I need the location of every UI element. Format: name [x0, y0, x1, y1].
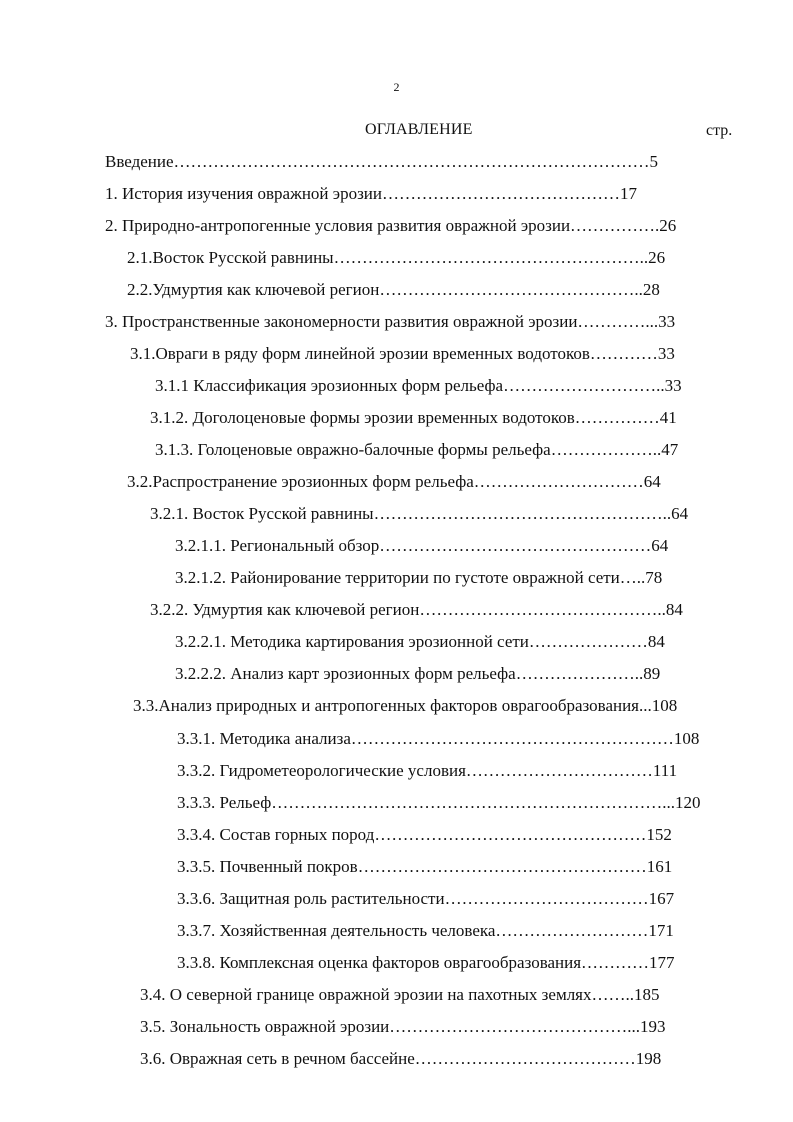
- toc-entry-3-3-1: 3.3.1. Методика анализа…………………………………………………108: [177, 729, 700, 748]
- toc-entry-3-3-6: 3.3.6. Защитная роль растительности………………………………167: [177, 889, 675, 908]
- toc-heading: ОГЛАВЛЕНИЕ: [365, 121, 473, 138]
- toc-entry-1: 1. История изучения овражной эрозии……………………………………17: [105, 184, 637, 203]
- toc-entry-3-3-4: 3.3.4. Состав горных пород…………………………………………152: [177, 825, 672, 844]
- toc-entry-3-3-8: 3.3.8. Комплексная оценка факторов оврагообразования…………177: [177, 953, 675, 972]
- toc-entry-introduction: Введение…………………………………………………………………………5: [105, 152, 659, 171]
- toc-entry-2-1: 2.1.Восток Русской равнины………………………………………………..26: [127, 248, 666, 267]
- toc-entry-3-1: 3.1.Овраги в ряду форм линейной эрозии временных водотоков…………33: [130, 344, 675, 363]
- toc-entry-3-2-1-2: 3.2.1.2. Районирование территории по густоте овражной сети…..78: [175, 568, 663, 587]
- toc-entry-3-2-1-1: 3.2.1.1. Региональный обзор…………………………………………64: [175, 536, 669, 555]
- toc-entry-3-3-7: 3.3.7. Хозяйственная деятельность человека………………………171: [177, 921, 674, 940]
- toc-entry-3-1-2: 3.1.2. Доголоценовые формы эрозии временных водотоков……………41: [150, 408, 677, 427]
- toc-entry-3-2-1: 3.2.1. Восток Русской равнины……………………………………………..64: [150, 504, 689, 523]
- toc-entry-3-3-2: 3.3.2. Гидрометеорологические условия……………………………111: [177, 761, 678, 780]
- toc-entry-3-1-1: 3.1.1 Классификация эрозионных форм рельефа………………………..33: [155, 376, 682, 395]
- toc-entry-3-2-2: 3.2.2. Удмуртия как ключевой регион……………………………………..84: [150, 600, 683, 619]
- toc-entry-2-2: 2.2.Удмуртия как ключевой регион………………………………………..28: [127, 280, 660, 299]
- toc-entry-3-3: 3.3.Анализ природных и антропогенных факторов оврагообразования...108: [133, 696, 678, 715]
- toc-entry-3-2-2-1: 3.2.2.1. Методика картирования эрозионной сети…………………84: [175, 632, 665, 651]
- toc-entry-2: 2. Природно-антропогенные условия развития овражной эрозии…………….26: [105, 216, 677, 235]
- toc-entry-3-5: 3.5. Зональность овражной эрозии……………………………………...193: [140, 1017, 666, 1036]
- toc-entry-3-6: 3.6. Овражная сеть в речном бассейне…………………………………198: [140, 1049, 662, 1068]
- toc-entry-3-2: 3.2.Распространение эрозионных форм рельефа…………………………64: [127, 472, 661, 491]
- toc-entry-3-1-3: 3.1.3. Голоценовые овражно-балочные формы рельефа………………..47: [155, 440, 679, 459]
- toc-entry-3-2-2-2: 3.2.2.2. Анализ карт эрозионных форм рельефа…………………..89: [175, 664, 661, 683]
- toc-entry-3-4: 3.4. О северной границе овражной эрозии на пахотных землях……..185: [140, 985, 660, 1004]
- toc-page-label: стр.: [706, 122, 733, 139]
- page-number: 2: [393, 80, 400, 94]
- toc-entry-3-3-3: 3.3.3. Рельеф……………………………………………………………...120: [177, 793, 701, 812]
- toc-entry-3-3-5: 3.3.5. Почвенный покров……………………………………………161: [177, 857, 673, 876]
- toc-entry-3: 3. Пространственные закономерности развития овражной эрозии…………...33: [105, 312, 676, 331]
